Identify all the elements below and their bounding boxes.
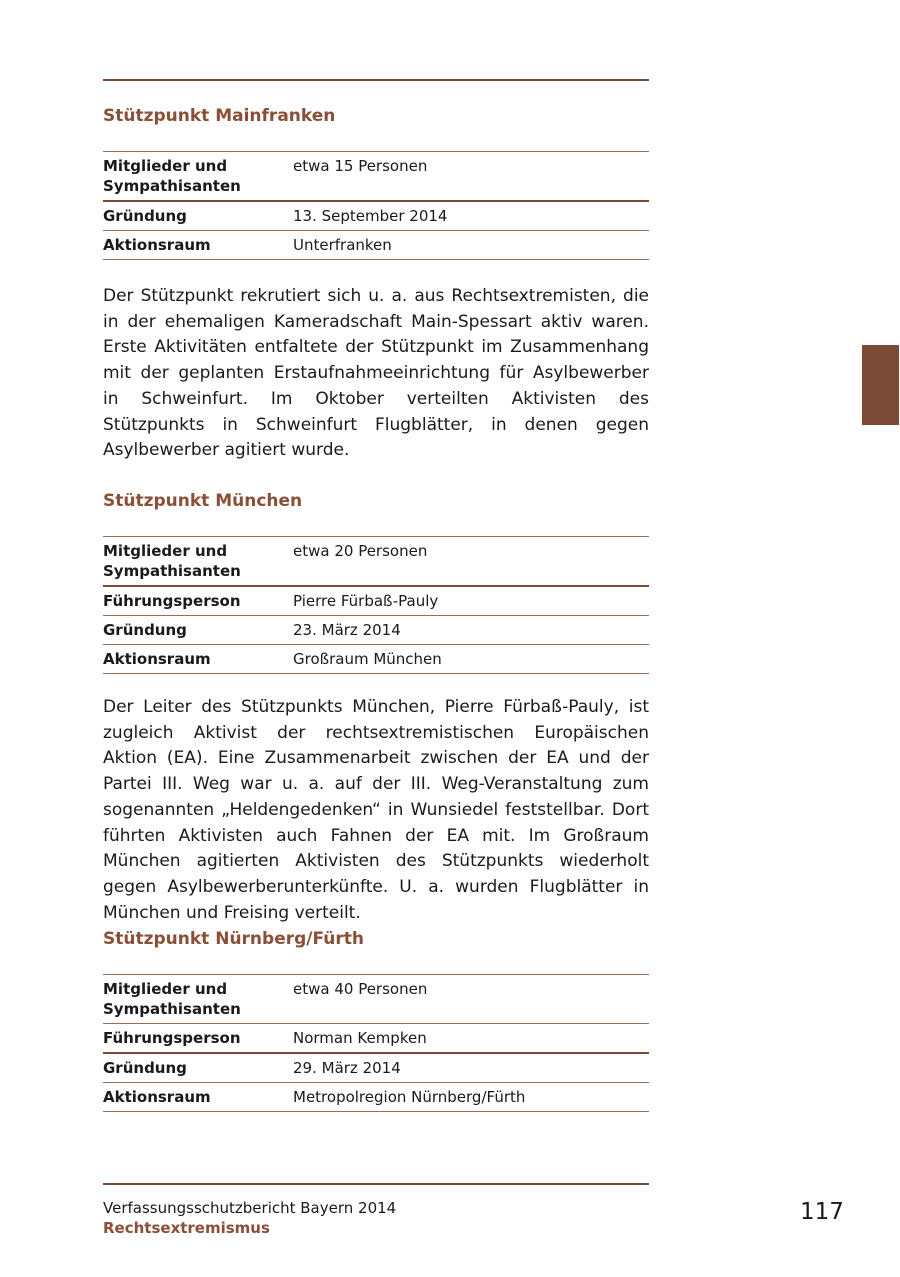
- chapter-tab-marker: [862, 345, 899, 425]
- table-row: [103, 616, 649, 645]
- row-key: Aktionsraum: [103, 1088, 211, 1106]
- row-value: Großraum München: [293, 650, 442, 668]
- info-table: [103, 536, 649, 674]
- row-key: Gründung: [103, 621, 187, 639]
- section-heading: Stützpunkt Mainfranken: [103, 106, 336, 126]
- row-value: Unterfranken: [293, 236, 392, 254]
- info-table: [103, 151, 649, 260]
- table-row: [103, 537, 649, 587]
- section-heading: Stützpunkt München: [103, 491, 303, 511]
- table-row: [103, 201, 649, 231]
- row-key: Gründung: [103, 207, 187, 225]
- body-paragraph: Der Leiter des Stützpunkts München, Pierre Fürbaß-Pauly, ist zugleich Aktivist der rechtsextremistischen Europäischen Aktion (EA). Eine Zusammenarbeit zwischen der EA und der Partei III. Weg war u. a. auf der III. Weg-Veranstaltung zum sogenannten „Heldengedenken“ in Wunsiedel feststellbar. Dort führten Aktivisten auch Fahnen der EA mit. Im Großraum München agitierten Aktivisten des Stützpunkts wiederholt gegen Asylbewerberunterkünfte. U. a. wurden Flugblätter in München und Freising verteilt.: [103, 697, 649, 923]
- row-value: Metropolregion Nürnberg/Fürth: [293, 1088, 526, 1106]
- page-number: 117: [800, 1199, 844, 1225]
- table-row: [103, 1083, 649, 1112]
- table-row: [103, 975, 649, 1024]
- row-key: Mitglieder und Sympathisanten: [103, 980, 241, 1018]
- table-row: [103, 645, 649, 674]
- section-heading: Stützpunkt Nürnberg/Fürth: [103, 929, 364, 949]
- section-mainfranken: [103, 106, 649, 254]
- table-row: [103, 152, 649, 202]
- footer-chapter-title: Rechtsextremismus: [103, 1219, 270, 1237]
- row-key: Führungsperson: [103, 1029, 241, 1047]
- row-value: 13. September 2014: [293, 207, 448, 225]
- row-value: 29. März 2014: [293, 1059, 401, 1077]
- row-key: Führungsperson: [103, 592, 241, 610]
- row-value: Norman Kempken: [293, 1029, 427, 1047]
- row-value: 23. März 2014: [293, 621, 401, 639]
- info-table: [103, 974, 649, 1112]
- body-paragraph: Der Stützpunkt rekrutiert sich u. a. aus Rechtsextremisten, die in der ehemaligen Kameradschaft Main-Spessart aktiv waren. Erste Aktivitäten entfaltete der Stützpunkt im Zusammenhang mit der geplanten Erstaufnahmeeinrichtung für Asylbewerber in Schweinfurt. Im Oktober verteilten Aktivisten des Stützpunkts in Schweinfurt Flugblätter, in denen gegen Asylbewerber agitiert wurde.: [103, 286, 649, 461]
- row-key: Aktionsraum: [103, 236, 211, 254]
- footer-publication-title: Verfassungsschutzbericht Bayern 2014: [103, 1199, 397, 1217]
- table-row: [103, 1024, 649, 1054]
- row-key: Mitglieder und Sympathisanten: [103, 542, 241, 580]
- row-value: etwa 40 Personen: [293, 980, 428, 998]
- row-key: Aktionsraum: [103, 650, 211, 668]
- row-key: Gründung: [103, 1059, 187, 1077]
- top-rule: [103, 79, 649, 81]
- row-value: etwa 20 Personen: [293, 542, 428, 560]
- footer-rule: [103, 1183, 649, 1185]
- section-muenchen: [103, 491, 649, 668]
- row-key: Mitglieder und Sympathisanten: [103, 157, 241, 195]
- row-value: Pierre Fürbaß-Pauly: [293, 592, 439, 610]
- table-row: [103, 586, 649, 616]
- row-value: etwa 15 Personen: [293, 157, 428, 175]
- table-row: [103, 1053, 649, 1083]
- section-nuernberg-fuerth: [103, 929, 649, 1106]
- table-row: [103, 231, 649, 260]
